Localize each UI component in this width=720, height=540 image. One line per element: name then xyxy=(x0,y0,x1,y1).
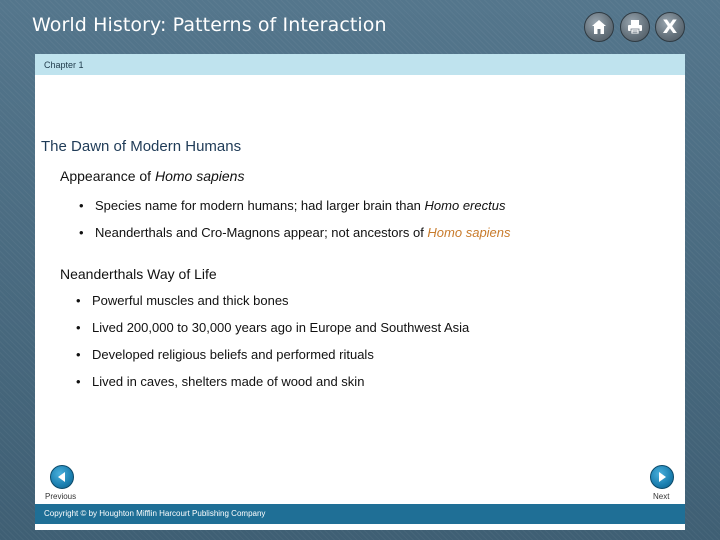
slide-heading: The Dawn of Modern Humans xyxy=(41,138,242,155)
slide-panel xyxy=(35,54,685,530)
list-item xyxy=(76,293,289,308)
arrow-left-icon xyxy=(56,471,68,483)
next-label[interactable]: Next xyxy=(653,492,670,501)
list-item-text: Lived in caves, shelters made of wood and skin xyxy=(92,374,365,389)
previous-label[interactable]: Previous xyxy=(45,492,77,501)
list-item-text: Powerful muscles and thick bones xyxy=(92,293,289,308)
bullet-glyph: • xyxy=(76,293,81,308)
list-item xyxy=(76,374,364,389)
copyright-text: Copyright © by Houghton Mifflin Harcourt Publishing Company xyxy=(44,509,266,518)
chapter-bar xyxy=(35,54,685,75)
next-button[interactable] xyxy=(650,465,674,489)
print-button[interactable] xyxy=(620,12,650,42)
bullet-glyph: • xyxy=(76,347,81,362)
list-item xyxy=(79,198,505,213)
list-item-text: Lived 200,000 to 30,000 years ago in Europe and Southwest Asia xyxy=(92,320,470,335)
bullet-glyph: • xyxy=(76,320,81,335)
home-icon xyxy=(590,18,608,36)
list-item-text: Neanderthals and Cro-Magnons appear; not ancestors of xyxy=(95,225,428,240)
section-title-prefix: Appearance of xyxy=(60,168,155,184)
list-item-emphasis: Homo sapiens xyxy=(427,225,511,240)
previous-button[interactable] xyxy=(50,465,74,489)
footer-bar xyxy=(35,504,685,524)
close-icon: X xyxy=(662,15,678,38)
close-button[interactable] xyxy=(655,12,685,42)
printer-icon xyxy=(626,18,644,36)
bullet-glyph: • xyxy=(79,225,84,240)
section-title-neanderthals: Neanderthals Way of Life xyxy=(60,266,217,282)
list-item-text: Species name for modern humans; had larger brain than xyxy=(95,198,425,213)
list-item-emphasis: Homo erectus xyxy=(424,198,506,213)
list-item-text: Developed religious beliefs and performed rituals xyxy=(92,347,374,362)
list-item xyxy=(76,320,469,335)
list-item xyxy=(79,225,511,240)
bullet-glyph: • xyxy=(76,374,81,389)
section-title-appearance xyxy=(60,168,244,184)
app-title: World History: Patterns of Interaction xyxy=(32,14,387,36)
section-title-emphasis: Homo sapiens xyxy=(154,168,245,184)
list-item xyxy=(76,347,374,362)
chapter-label: Chapter 1 xyxy=(44,60,84,70)
bullet-glyph: • xyxy=(79,198,84,213)
home-button[interactable] xyxy=(584,12,614,42)
arrow-right-icon xyxy=(656,471,668,483)
